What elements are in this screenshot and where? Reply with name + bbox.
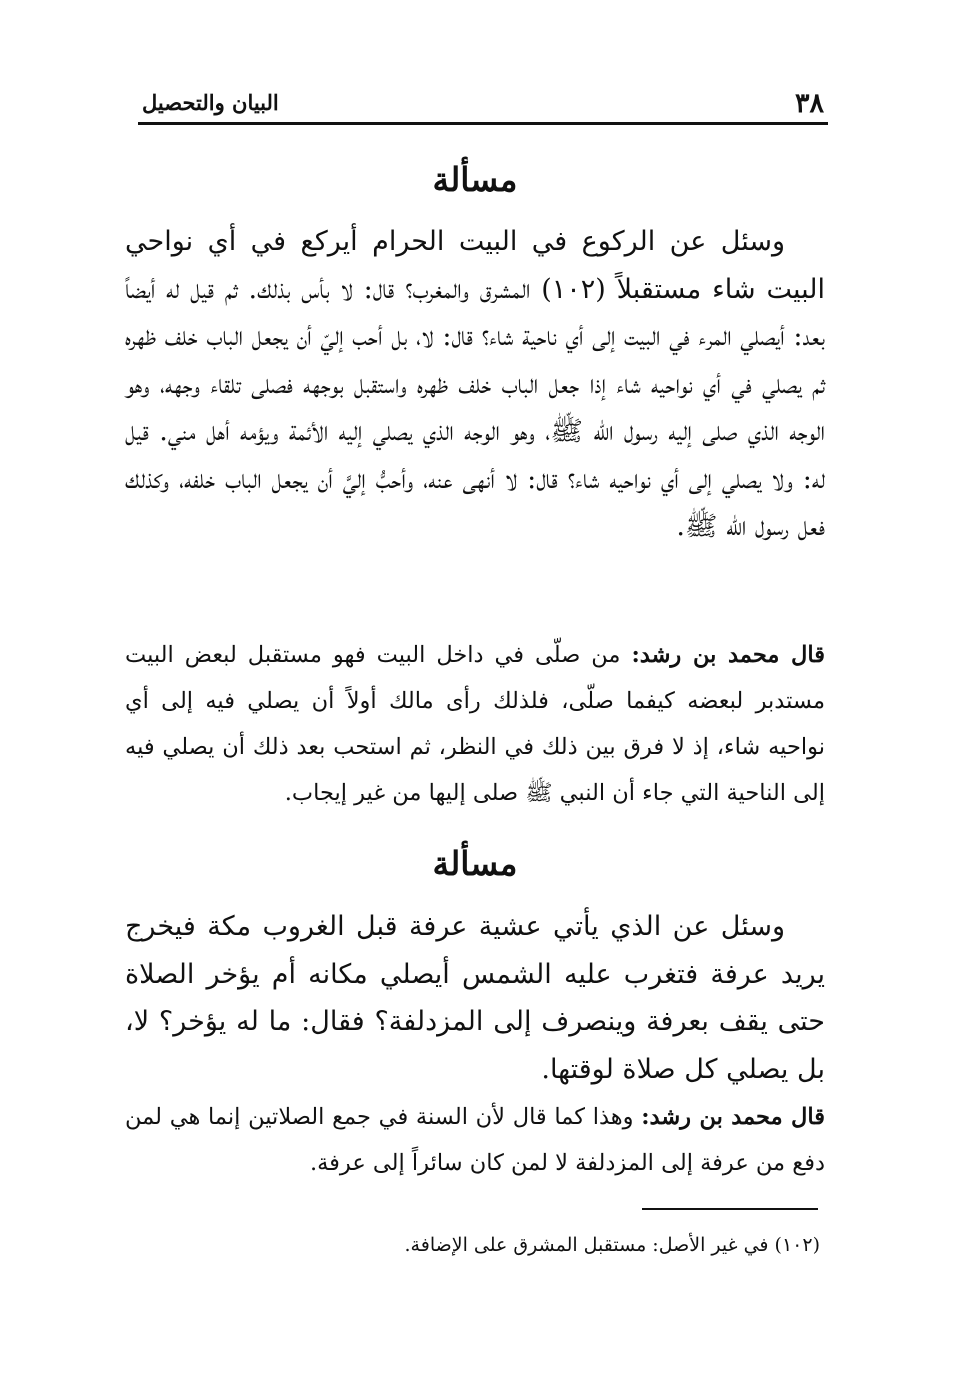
section-2-commentary	[125, 1094, 825, 1186]
commentary-speaker: قال محمد بن رشد:	[641, 1104, 825, 1130]
section-1-commentary	[125, 632, 825, 816]
section-2-heading: مسألة	[432, 844, 518, 883]
commentary-text: من صلّى في داخل البيت فهو مستقبل لبعض البيت مستدبر لبعضه كيفما صلّى، فلذلك رأى مالك أولاً أن يصلي فيه إلى أي نواحيه شاء، إذ لا فرق بين ذلك في النظر، ثم استحب بعد ذلك أن يصلي فيه إلى الناحية التي جاء أن النبي ﷺ صلى إليها من غير إيجاب.	[125, 642, 825, 806]
running-title: البيان والتحصيل	[142, 90, 279, 115]
section-1-heading: مسألة	[432, 160, 518, 199]
page-number: ٣٨	[794, 88, 824, 119]
section-2-question: وسئل عن الذي يأتي عشية عرفة قبل الغروب مكة فيخرج يريد عرفة فتغرب عليه الشمس أيصلي مكانه أم يؤخر الصلاة حتى يقف بعرفة وينصرف إلى المزدلفة؟ فقال: ما له يؤخر؟ لا، بل يصلي كل صلاة لوقتها.	[125, 911, 825, 1085]
section-1-question: وسئل عن الركوع في البيت الحرام أيركع في أي نواحي البيت شاء مستقبلاً (١٠٢) المشرق والمغرب؟ قال: لا بأس بذلك. ثم قيل له أيضاً بعد: أيصلي المرء في البيت إلى أي ناحية شاء؟ قال: لا، بل أحب إليّ أن يجعل الباب خلف ظهره ثم يصلي في أي نواحيه شاء إذا جعل الباب خلف ظهره واستقبل بوجهه فصلى تلقاء وجهه، وهو الوجه الذي صلى إليه رسول الله ﷺ، وهو الوجه الذي يصلي إليه الأئمة ويؤمه أهل مني. قيل له: ولا يصلي إلى أي نواحيه شاء؟ قال: لا أنهى عنه، وأحبُّ إليَّ أن يجعل الباب خلفه، وكذلك فعل رسول الله ﷺ.	[125, 226, 825, 542]
page-header	[138, 88, 828, 125]
commentary-text: وهذا كما قال لأن السنة في جمع الصلاتين إنما هي لمن دفع من عرفة إلى المزدلفة لا لمن كان سائراً إلى عرفة.	[125, 1104, 825, 1176]
footnote-divider	[642, 1208, 818, 1210]
commentary-speaker: قال محمد بن رشد:	[631, 642, 826, 668]
footnote: (١٠٢) في غير الأصل: مستقبل المشرق على الإضافة.	[404, 1234, 820, 1256]
